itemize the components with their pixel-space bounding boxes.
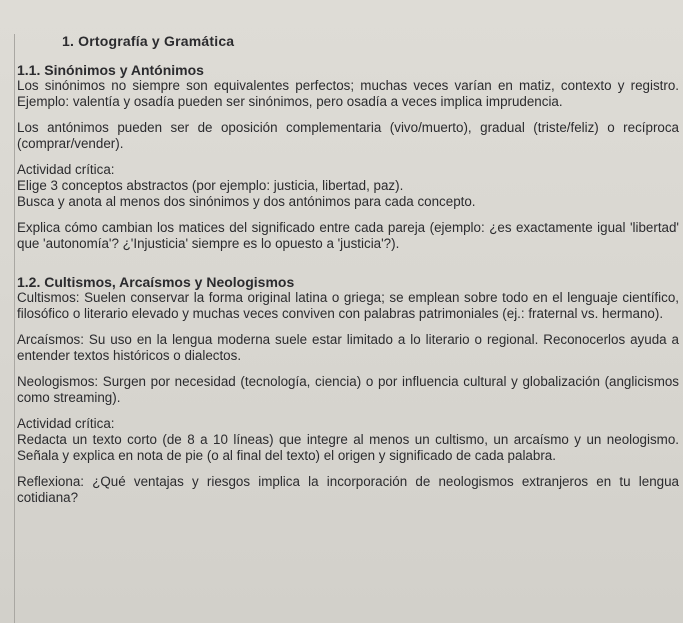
section-heading-cultismos: 1.2. Cultismos, Arcaísmos y Neologismos [17,274,295,290]
reflection-text: Reflexiona: ¿Qué ventajas y riesgos implica la incorporación de neologismos extranjeros en tu lengua cotidiana? [17,474,679,505]
activity-label: Actividad crítica: [17,416,115,431]
activity-line: Elige 3 conceptos abstractos (por ejemplo: justicia, libertad, paz). [17,178,404,193]
section-heading-sinonimos: 1.1. Sinónimos y Antónimos [17,62,204,78]
paragraph-sinonimos: Los sinónimos no siempre son equivalentes perfectos; muchas veces varían en matiz, contexto y registro. Ejemplo: valentía y osadía pueden ser sinónimos, pero osadía a veces implica imprudencia. [17,78,679,109]
chapter-title: 1. Ortografía y Gramática [62,33,235,49]
document-content [17,62,679,506]
paragraph-explica: Explica cómo cambian los matices del significado entre cada pareja (ejemplo: ¿es exactamente igual 'libertad' que 'autonomía'? ¿'Injusticia' siempre es lo opuesto a 'justicia'?). [17,220,679,251]
activity-text: Redacta un texto corto (de 8 a 10 líneas) que integre al menos un cultismo, un arcaísmo y un neologismo. Señala y explica en nota de pie (o al final del texto) el origen y significado de cada palabra. [17,432,679,463]
paragraph-arcaismos: Arcaísmos: Su uso en la lengua moderna suele estar limitado a lo literario o regional. Reconocerlos ayuda a entender textos históricos o dialectos. [17,332,679,363]
paragraph-antonimos: Los antónimos pueden ser de oposición complementaria (vivo/muerto), gradual (triste/feliz) o recíproca (comprar/vender). [17,120,679,151]
activity-line: Busca y anota al menos dos sinónimos y dos antónimos para cada concepto. [17,194,476,209]
paragraph-cultismos: Cultismos: Suelen conservar la forma original latina o griega; se emplean sobre todo en el lenguaje científico, filosófico o literario elevado y muchas veces conviven con palabras patrimoniales (ej.: fraternal vs. hermano). [17,290,679,321]
paragraph-neologismos: Neologismos: Surgen por necesidad (tecnología, ciencia) o por influencia cultural y globalización (anglicismos como streaming). [17,374,679,405]
activity-label: Actividad crítica: [17,162,115,177]
